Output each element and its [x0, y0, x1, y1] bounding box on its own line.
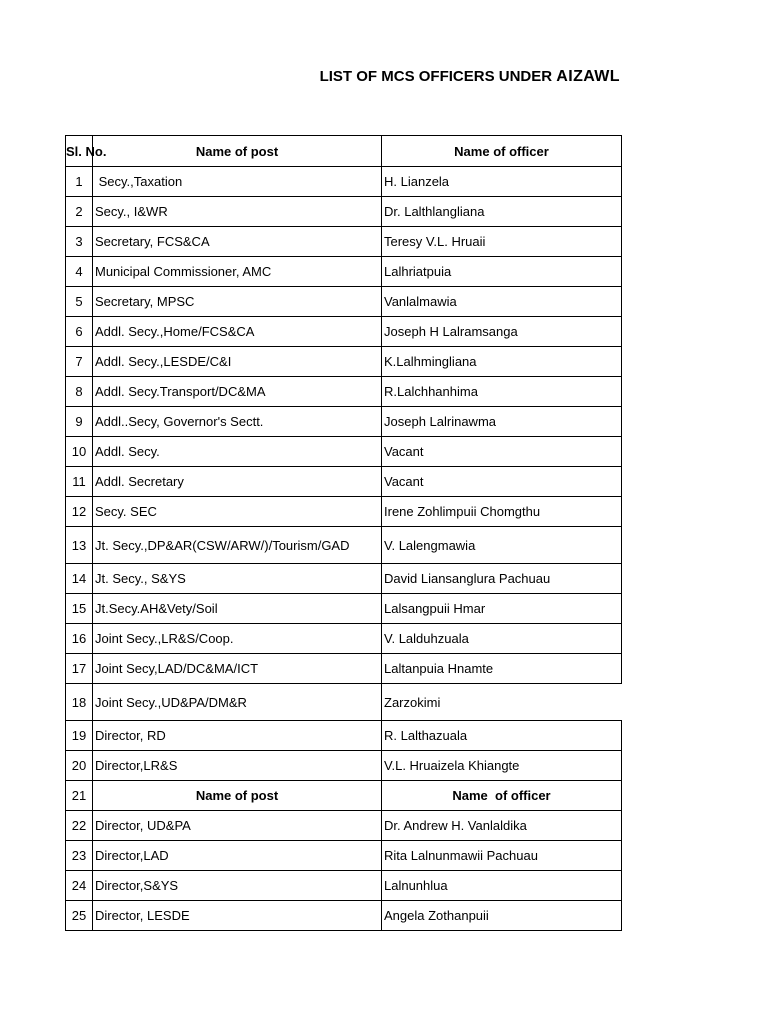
table-row [66, 781, 622, 811]
title-suffix: AIZAWL [556, 68, 620, 85]
row-post-name: Addl. Secy.Transport/DC&MA [93, 377, 382, 407]
table-row [66, 467, 622, 497]
table-row [66, 287, 622, 317]
row-officer-name: H. Lianzela [382, 167, 622, 197]
row-post-name: Joint Secy.,UD&PA/DM&R [93, 684, 382, 721]
table-row [66, 377, 622, 407]
row-post-name: Jt. Secy.,DP&AR(CSW/ARW/)/Tourism/GAD [93, 527, 382, 564]
row-post-name: Jt.Secy.AH&Vety/Soil [93, 594, 382, 624]
row-sl-no: 6 [66, 317, 93, 347]
row-post-name: Addl..Secy, Governor's Sectt. [93, 407, 382, 437]
header-name-of-officer: Name of officer [382, 136, 622, 167]
row-officer-name: V. Lalengmawia [382, 527, 622, 564]
row-post-name: Director,S&YS [93, 871, 382, 901]
row-officer-name: V. Lalduhzuala [382, 624, 622, 654]
row-sl-no: 7 [66, 347, 93, 377]
table-row [66, 527, 622, 564]
row-post-name: Secretary, FCS&CA [93, 227, 382, 257]
table-row [66, 654, 622, 684]
row-post-name: Addl. Secy. [93, 437, 382, 467]
row-sl-no: 21 [66, 781, 93, 811]
row-officer-name: Vacant [382, 437, 622, 467]
row-post-name: Director,LR&S [93, 751, 382, 781]
table-row [66, 721, 622, 751]
row-officer-name: Joseph H Lalramsanga [382, 317, 622, 347]
row-post-name: Secy., I&WR [93, 197, 382, 227]
row-sl-no: 14 [66, 564, 93, 594]
row-officer-name: Lalsangpuii Hmar [382, 594, 622, 624]
table-row [66, 497, 622, 527]
row-sl-no: 5 [66, 287, 93, 317]
table-row [66, 197, 622, 227]
row-officer-name: Laltanpuia Hnamte [382, 654, 622, 684]
row-sl-no: 3 [66, 227, 93, 257]
table-row [66, 167, 622, 197]
page-title [0, 68, 620, 86]
table-row [66, 257, 622, 287]
row-officer-name: Dr. Andrew H. Vanlaldika [382, 811, 622, 841]
row-sl-no: 16 [66, 624, 93, 654]
table-row [66, 811, 622, 841]
row-sl-no: 4 [66, 257, 93, 287]
table-row [66, 841, 622, 871]
row-sl-no: 10 [66, 437, 93, 467]
row-post-name: Director,LAD [93, 841, 382, 871]
title-prefix: LIST OF MCS OFFICERS UNDER [319, 68, 557, 85]
row-officer-name: David Liansanglura Pachuau [382, 564, 622, 594]
table-row [66, 751, 622, 781]
row-officer-name: Lalhriatpuia [382, 257, 622, 287]
row-sl-no: 25 [66, 901, 93, 931]
header-sl-no: Sl. No. [66, 136, 93, 167]
row-officer-name: Rita Lalnunmawii Pachuau [382, 841, 622, 871]
table-row [66, 564, 622, 594]
header-name-of-post: Name of post [93, 136, 382, 167]
row-sl-no: 23 [66, 841, 93, 871]
row-sl-no: 20 [66, 751, 93, 781]
row-post-name: Addl. Secy.,LESDE/C&I [93, 347, 382, 377]
row-post-name: Director, LESDE [93, 901, 382, 931]
subheader-name-of-post: Name of post [93, 781, 382, 811]
row-sl-no: 9 [66, 407, 93, 437]
row-post-name: Secretary, MPSC [93, 287, 382, 317]
row-officer-name: Vanlalmawia [382, 287, 622, 317]
row-post-name: Addl. Secretary [93, 467, 382, 497]
row-sl-no: 19 [66, 721, 93, 751]
row-officer-name: R. Lalthazuala [382, 721, 622, 751]
table-row [66, 901, 622, 931]
row-sl-no: 12 [66, 497, 93, 527]
row-post-name: Director, UD&PA [93, 811, 382, 841]
row-post-name: Secy.,Taxation [93, 167, 382, 197]
row-officer-name: V.L. Hruaizela Khiangte [382, 751, 622, 781]
row-officer-name: R.Lalchhanhima [382, 377, 622, 407]
row-post-name: Director, RD [93, 721, 382, 751]
table-row [66, 317, 622, 347]
table-row [66, 594, 622, 624]
table-header-row [66, 136, 622, 167]
row-officer-name: Dr. Lalthlangliana [382, 197, 622, 227]
row-sl-no: 11 [66, 467, 93, 497]
table-row [66, 227, 622, 257]
row-sl-no: 1 [66, 167, 93, 197]
row-post-name: Joint Secy,LAD/DC&MA/ICT [93, 654, 382, 684]
row-officer-name: K.Lalhmingliana [382, 347, 622, 377]
row-post-name: Municipal Commissioner, AMC [93, 257, 382, 287]
row-officer-name: Vacant [382, 467, 622, 497]
table-row [66, 871, 622, 901]
row-sl-no: 2 [66, 197, 93, 227]
table-row [66, 684, 622, 721]
row-officer-name: Lalnunhlua [382, 871, 622, 901]
row-post-name: Secy. SEC [93, 497, 382, 527]
row-sl-no: 8 [66, 377, 93, 407]
row-post-name: Jt. Secy., S&YS [93, 564, 382, 594]
row-post-name: Addl. Secy.,Home/FCS&CA [93, 317, 382, 347]
row-sl-no: 13 [66, 527, 93, 564]
row-officer-name: Teresy V.L. Hruaii [382, 227, 622, 257]
row-sl-no: 15 [66, 594, 93, 624]
officers-table [65, 135, 622, 931]
row-post-name: Joint Secy.,LR&S/Coop. [93, 624, 382, 654]
table-row [66, 624, 622, 654]
row-officer-name: Zarzokimi [384, 694, 441, 710]
row-sl-no: 18 [66, 684, 93, 721]
table-row [66, 437, 622, 467]
table-row [66, 407, 622, 437]
row-officer-name: Irene Zohlimpuii Chomgthu [382, 497, 622, 527]
row-officer-name: Joseph Lalrinawma [382, 407, 622, 437]
table-row [66, 347, 622, 377]
row-sl-no: 17 [66, 654, 93, 684]
subheader-name-of-officer: Name of officer [382, 781, 622, 811]
row-officer-name: Angela Zothanpuii [382, 901, 622, 931]
row-sl-no: 24 [66, 871, 93, 901]
row-sl-no: 22 [66, 811, 93, 841]
